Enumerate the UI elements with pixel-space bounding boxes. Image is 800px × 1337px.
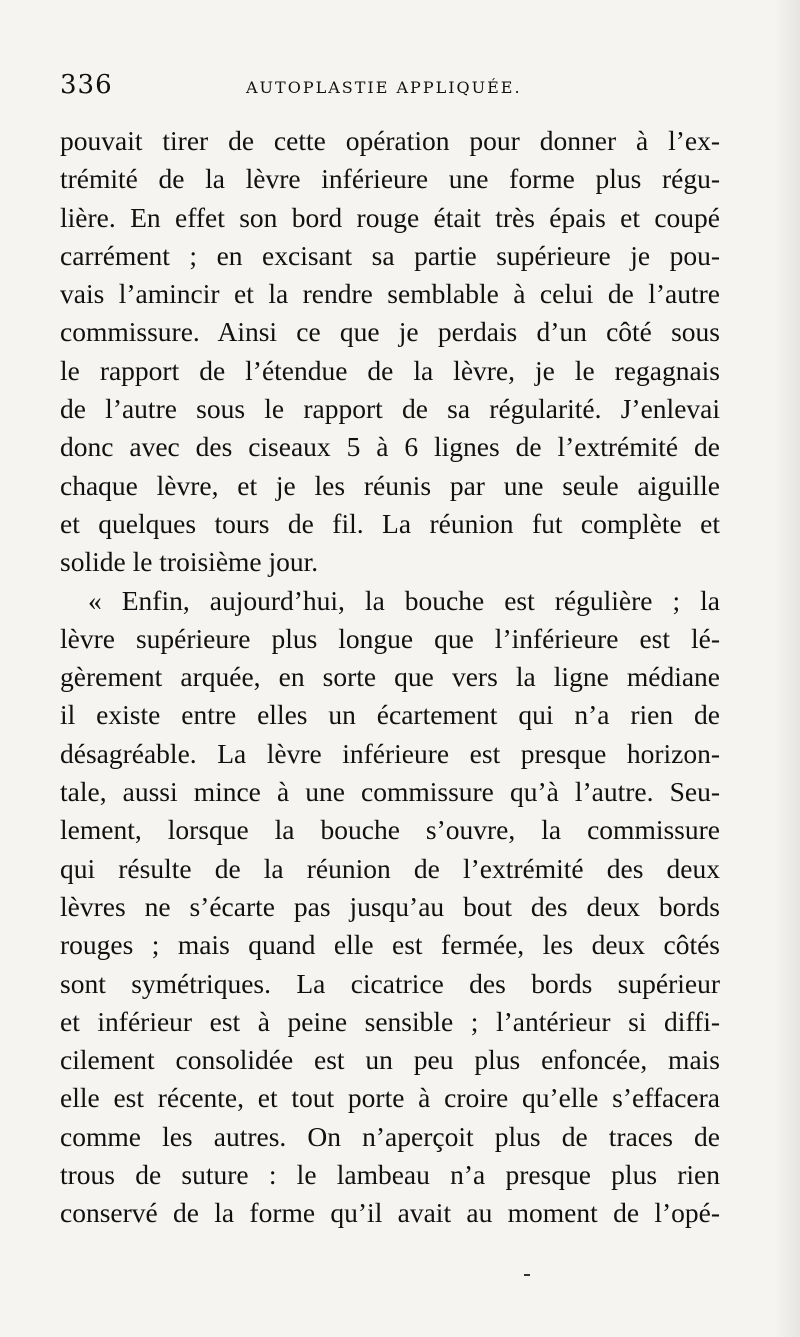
text-line: lèvre supérieure plus longue que l’inférieure est lé- (60, 622, 720, 654)
running-head: AUTOPLASTIE APPLIQUÉE. (246, 78, 522, 97)
text-line: gèrement arquée, en sorte que vers la ligne médiane (60, 661, 720, 693)
text-line: lière. En effet son bord rouge était très épais et coupé (60, 201, 720, 233)
text-line: elle est récente, et tout porte à croire qu’elle s’effacera (60, 1082, 720, 1114)
text-line: qui résulte de la réunion de l’extrémité des deux (60, 852, 720, 884)
text-line: pouvait tirer de cette opération pour donner à l’ex- (60, 125, 720, 156)
text-line: carrément ; en excisant sa partie supérieure je pou- (60, 239, 720, 271)
page-header (60, 70, 730, 104)
page-number: 336 (60, 70, 113, 100)
page-edge-shadow (774, 0, 800, 1337)
text-line: tale, aussi mince à une commissure qu’à l’autre. Seu- (60, 776, 720, 808)
text-line: rouges ; mais quand elle est fermée, les deux côtés (60, 929, 720, 961)
text-line: chaque lèvre, et je les réunis par une seule aiguille (60, 469, 720, 501)
text-line: et quelques tours de fil. La réunion fut complète et (60, 507, 720, 539)
text-line: trémité de la lèvre inférieure une forme plus régu- (60, 163, 720, 195)
body-text (60, 122, 720, 1233)
text-line: trous de suture : le lambeau n’a presque plus rien (60, 1159, 720, 1191)
text-line: vais l’amincir et la rendre semblable à celui de l’autre (60, 278, 720, 310)
text-line: comme les autres. On n’aperçoit plus de traces de (60, 1120, 720, 1152)
text-line: donc avec des ciseaux 5 à 6 lignes de l’extrémité de (60, 431, 720, 463)
text-line: il existe entre elles un écartement qui n’a rien de (60, 699, 720, 731)
text-line: et inférieur est à peine sensible ; l’antérieur si diffi- (60, 1005, 720, 1037)
print-mark (524, 1274, 530, 1276)
paragraph-start-line: « Enfin, aujourd’hui, la bouche est régulière ; la (88, 584, 720, 616)
paragraph-end-line: solide le troisième jour. (60, 546, 319, 578)
text-line: commissure. Ainsi ce que je perdais d’un côté sous (60, 316, 720, 348)
text-line: cilement consolidée est un peu plus enfoncée, mais (60, 1044, 720, 1076)
text-line: désagréable. La lèvre inférieure est presque horizon- (60, 737, 720, 769)
text-line: lèvres ne s’écarte pas jusqu’au bout des deux bords (60, 890, 720, 922)
text-line: de l’autre sous le rapport de sa régularité. J’enlevai (60, 393, 720, 425)
text-line: lement, lorsque la bouche s’ouvre, la commissure (60, 814, 720, 846)
text-line: conservé de la forme qu’il avait au moment de l’opé- (60, 1197, 720, 1229)
text-line: le rapport de l’étendue de la lèvre, je le regagnais (60, 354, 720, 386)
text-line: sont symétriques. La cicatrice des bords supérieur (60, 967, 720, 999)
